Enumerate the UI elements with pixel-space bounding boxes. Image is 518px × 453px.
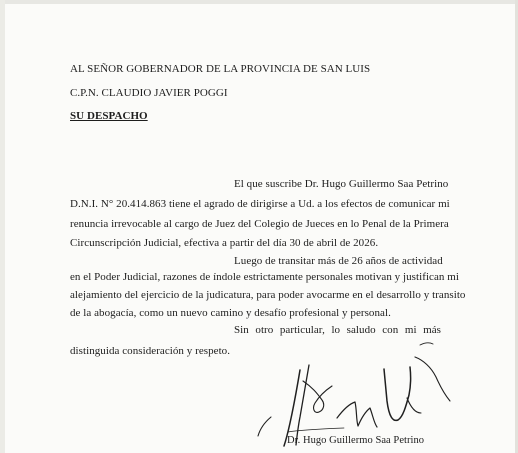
recipient-title: AL SEÑOR GOBERNADOR DE LA PROVINCIA DE SAN LUIS [70,63,371,75]
handwritten-signature [240,328,460,450]
body-line-6: en el Poder Judicial, razones de índole estrictamente personales motivan y justifican mi [70,271,459,283]
recipient-name: C.P.N. CLAUDIO JAVIER POGGI [70,87,228,99]
scan-left-edge [0,0,5,453]
body-line-7: alejamiento del ejercicio de la judicatura, para poder avocarme en el desarrollo y transito [70,289,466,301]
closing-line-1: Sin otro particular, lo saludo con mi más [234,324,441,336]
body-line-4: Circunscripción Judicial, efectiva a partir del día 30 de abril de 2026. [70,237,379,249]
closing-line-2: distinguida consideración y respeto. [70,345,231,357]
body-line-2: D.N.I. N° 20.414.863 tiene el agrado de dirigirse a Ud. a los efectos de comunicar mi [70,198,450,210]
body-line-3: renuncia irrevocable al cargo de Juez del Colegio de Jueces en lo Penal de la Primera [70,218,449,230]
body-line-8: de la abogacía, como un nuevo camino y desafío profesional y personal. [70,307,391,319]
scan-top-edge [0,0,518,4]
body-line-5: Luego de transitar más de 26 años de actividad [234,255,443,267]
signatory-name: Dr. Hugo Guillermo Saa Petrino [287,435,425,446]
body-line-1: El que suscribe Dr. Hugo Guillermo Saa Petrino [234,178,449,190]
recipient-office: SU DESPACHO [70,110,148,122]
